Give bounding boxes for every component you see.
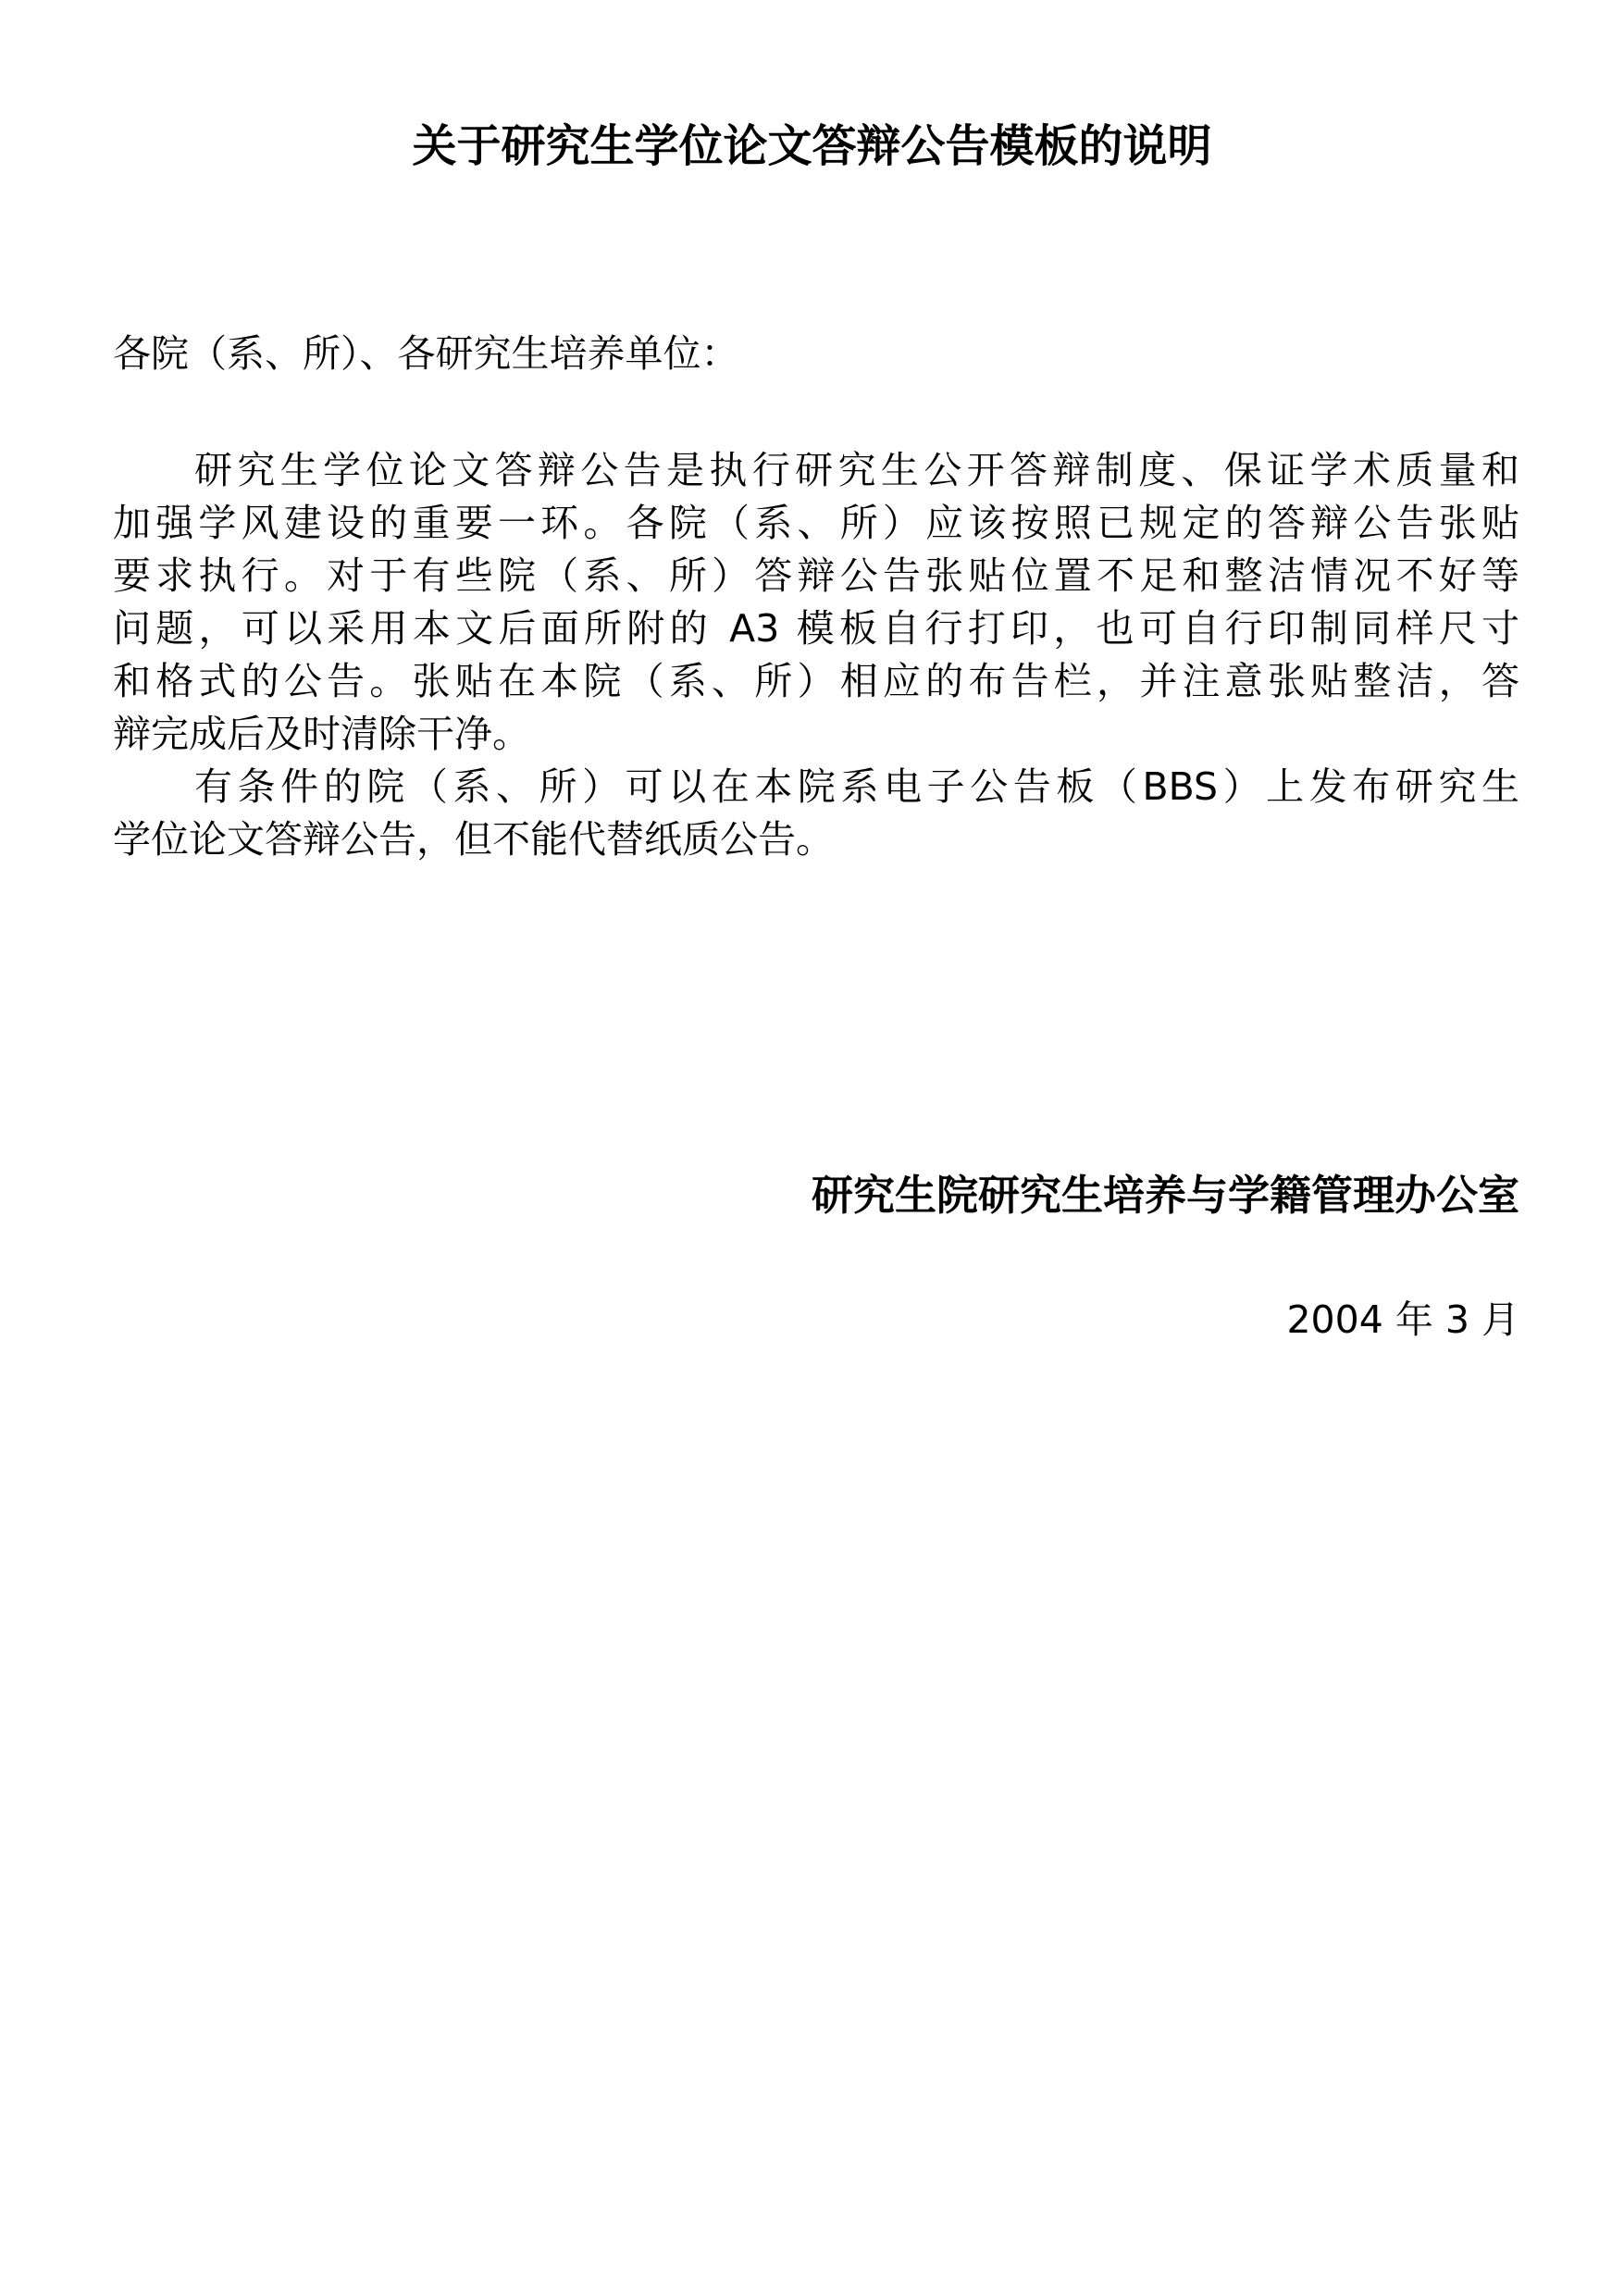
document-title: 关于研究生学位论文答辩公告模板的说明 — [412, 120, 1212, 172]
salutation: 各院（系、所）、各研究生培养单位： — [113, 331, 739, 376]
document-date: 2004 年 3 月 — [1286, 1297, 1519, 1342]
paragraph-line: 要求执行。对于有些院（系、所）答辩公告张贴位置不足和整洁情况不好等 — [113, 553, 1519, 598]
paragraph-line: 加强学风建设的重要一环。各院（系、所）应该按照已规定的答辩公告张贴 — [113, 501, 1519, 545]
paragraph-line: 研究生学位论文答辩公告是执行研究生公开答辩制度、保证学术质量和 — [194, 448, 1519, 492]
paragraph-line: 学位论文答辩公告，但不能代替纸质公告。 — [113, 817, 834, 862]
paragraph-line: 和格式的公告。张贴在本院（系、所）相应的布告栏，并注意张贴整洁，答 — [113, 659, 1519, 703]
paragraph-line: 问题，可以采用本文后面所附的 A3 模板自行打印，也可自行印制同样尺寸 — [113, 606, 1519, 651]
signature-office: 研究生院研究生培养与学籍管理办公室 — [811, 1171, 1519, 1220]
paragraph-line: 辩完成后及时清除干净。 — [113, 712, 530, 756]
paragraph-1 — [113, 444, 1519, 761]
paragraph-2 — [113, 761, 1519, 866]
document-body — [113, 444, 1519, 866]
paragraph-line: 有条件的院（系、所）可以在本院系电子公告板（BBS）上发布研究生 — [194, 764, 1519, 809]
